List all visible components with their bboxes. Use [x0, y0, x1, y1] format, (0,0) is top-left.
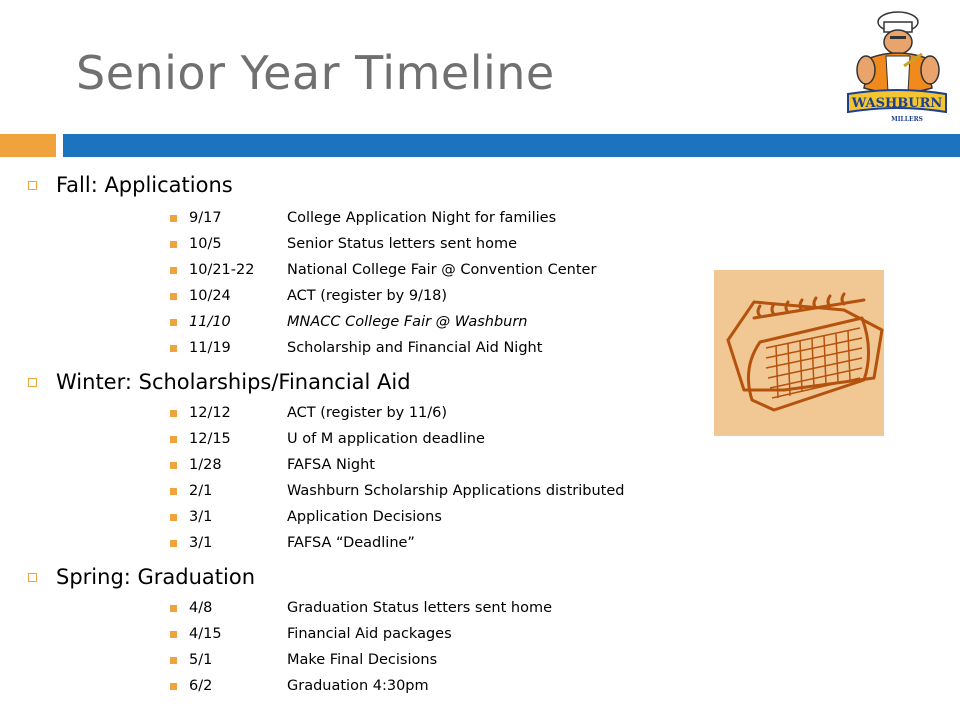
- accent-bar-orange: [0, 134, 56, 157]
- item-text: MNACC College Fair @ Washburn: [287, 314, 528, 330]
- item-date: 11/19: [189, 340, 231, 356]
- item-text: FAFSA Night: [287, 457, 375, 473]
- bullet-icon: [170, 267, 177, 274]
- square-bullet-icon: [28, 573, 37, 582]
- calendar-icon: [714, 270, 884, 436]
- item-date: 5/1: [189, 652, 213, 668]
- item-date: 10/21-22: [189, 262, 255, 278]
- list-item: [170, 403, 447, 423]
- list-item: [170, 650, 437, 670]
- bullet-icon: [170, 488, 177, 495]
- list-item: [170, 234, 517, 254]
- list-item: [170, 208, 556, 228]
- accent-bar-blue: [63, 134, 960, 157]
- logo-text-washburn: WASHBURN: [851, 96, 943, 111]
- list-item: [170, 286, 447, 306]
- item-text: Graduation 4:30pm: [287, 678, 429, 694]
- list-item: [170, 624, 452, 644]
- item-date: 2/1: [189, 483, 213, 499]
- item-text: Application Decisions: [287, 509, 442, 525]
- item-text: Financial Aid packages: [287, 626, 452, 642]
- list-item: [170, 507, 442, 527]
- section-heading: [28, 369, 411, 395]
- section-heading: [28, 564, 255, 590]
- item-text: ACT (register by 11/6): [287, 405, 448, 421]
- bullet-icon: [170, 514, 177, 521]
- item-text: ACT (register by 9/18): [287, 288, 448, 304]
- bullet-icon: [170, 657, 177, 664]
- bullet-icon: [170, 605, 177, 612]
- item-text: College Application Night for families: [287, 210, 557, 226]
- item-date: 11/10: [189, 314, 231, 330]
- item-date: 4/15: [189, 626, 222, 642]
- item-date: 1/28: [189, 457, 222, 473]
- logo-text-millers: MILLERS: [891, 116, 923, 123]
- item-date: 6/2: [189, 678, 213, 694]
- bullet-icon: [170, 215, 177, 222]
- item-date: 9/17: [189, 210, 222, 226]
- bullet-icon: [170, 436, 177, 443]
- list-item: [170, 455, 375, 475]
- item-date: 3/1: [189, 535, 213, 551]
- item-text: Graduation Status letters sent home: [287, 600, 552, 616]
- item-text: Senior Status letters sent home: [287, 236, 518, 252]
- bullet-icon: [170, 410, 177, 417]
- list-item: [170, 676, 429, 696]
- list-item: [170, 338, 542, 358]
- section-fall: [28, 172, 233, 198]
- bullet-icon: [170, 293, 177, 300]
- item-text: National College Fair @ Convention Center: [287, 262, 597, 278]
- list-item: [170, 429, 485, 449]
- item-date: 3/1: [189, 509, 213, 525]
- section-winter: [28, 369, 411, 395]
- list-item: [170, 260, 596, 280]
- item-date: 10/24: [189, 288, 231, 304]
- square-bullet-icon: [28, 181, 37, 190]
- bullet-icon: [170, 540, 177, 547]
- item-text: FAFSA “Deadline”: [287, 535, 415, 551]
- item-text: Washburn Scholarship Applications distributed: [287, 483, 625, 499]
- section-heading: [28, 172, 233, 198]
- item-text: Scholarship and Financial Aid Night: [287, 340, 543, 356]
- item-text: Make Final Decisions: [287, 652, 438, 668]
- washburn-millers-logo: [842, 8, 952, 128]
- section-label: Winter: Scholarships/Financial Aid: [56, 370, 411, 394]
- item-date: 12/15: [189, 431, 231, 447]
- section-label: Spring: Graduation: [56, 565, 256, 589]
- list-item: [170, 312, 528, 332]
- item-date: 4/8: [189, 600, 213, 616]
- bullet-icon: [170, 462, 177, 469]
- list-item: [170, 598, 552, 618]
- calendar-clipart: [714, 270, 884, 436]
- item-date: 12/12: [189, 405, 231, 421]
- bullet-icon: [170, 683, 177, 690]
- section-label: Fall: Applications: [56, 173, 233, 197]
- item-text: U of M application deadline: [287, 431, 485, 447]
- list-item: [170, 533, 415, 553]
- item-date: 10/5: [189, 236, 222, 252]
- list-item: [170, 481, 625, 501]
- slide-title: Senior Year Timeline: [76, 46, 555, 100]
- section-spring: [28, 564, 255, 590]
- bullet-icon: [170, 241, 177, 248]
- bullet-icon: [170, 319, 177, 326]
- bullet-icon: [170, 631, 177, 638]
- square-bullet-icon: [28, 378, 37, 387]
- bullet-icon: [170, 345, 177, 352]
